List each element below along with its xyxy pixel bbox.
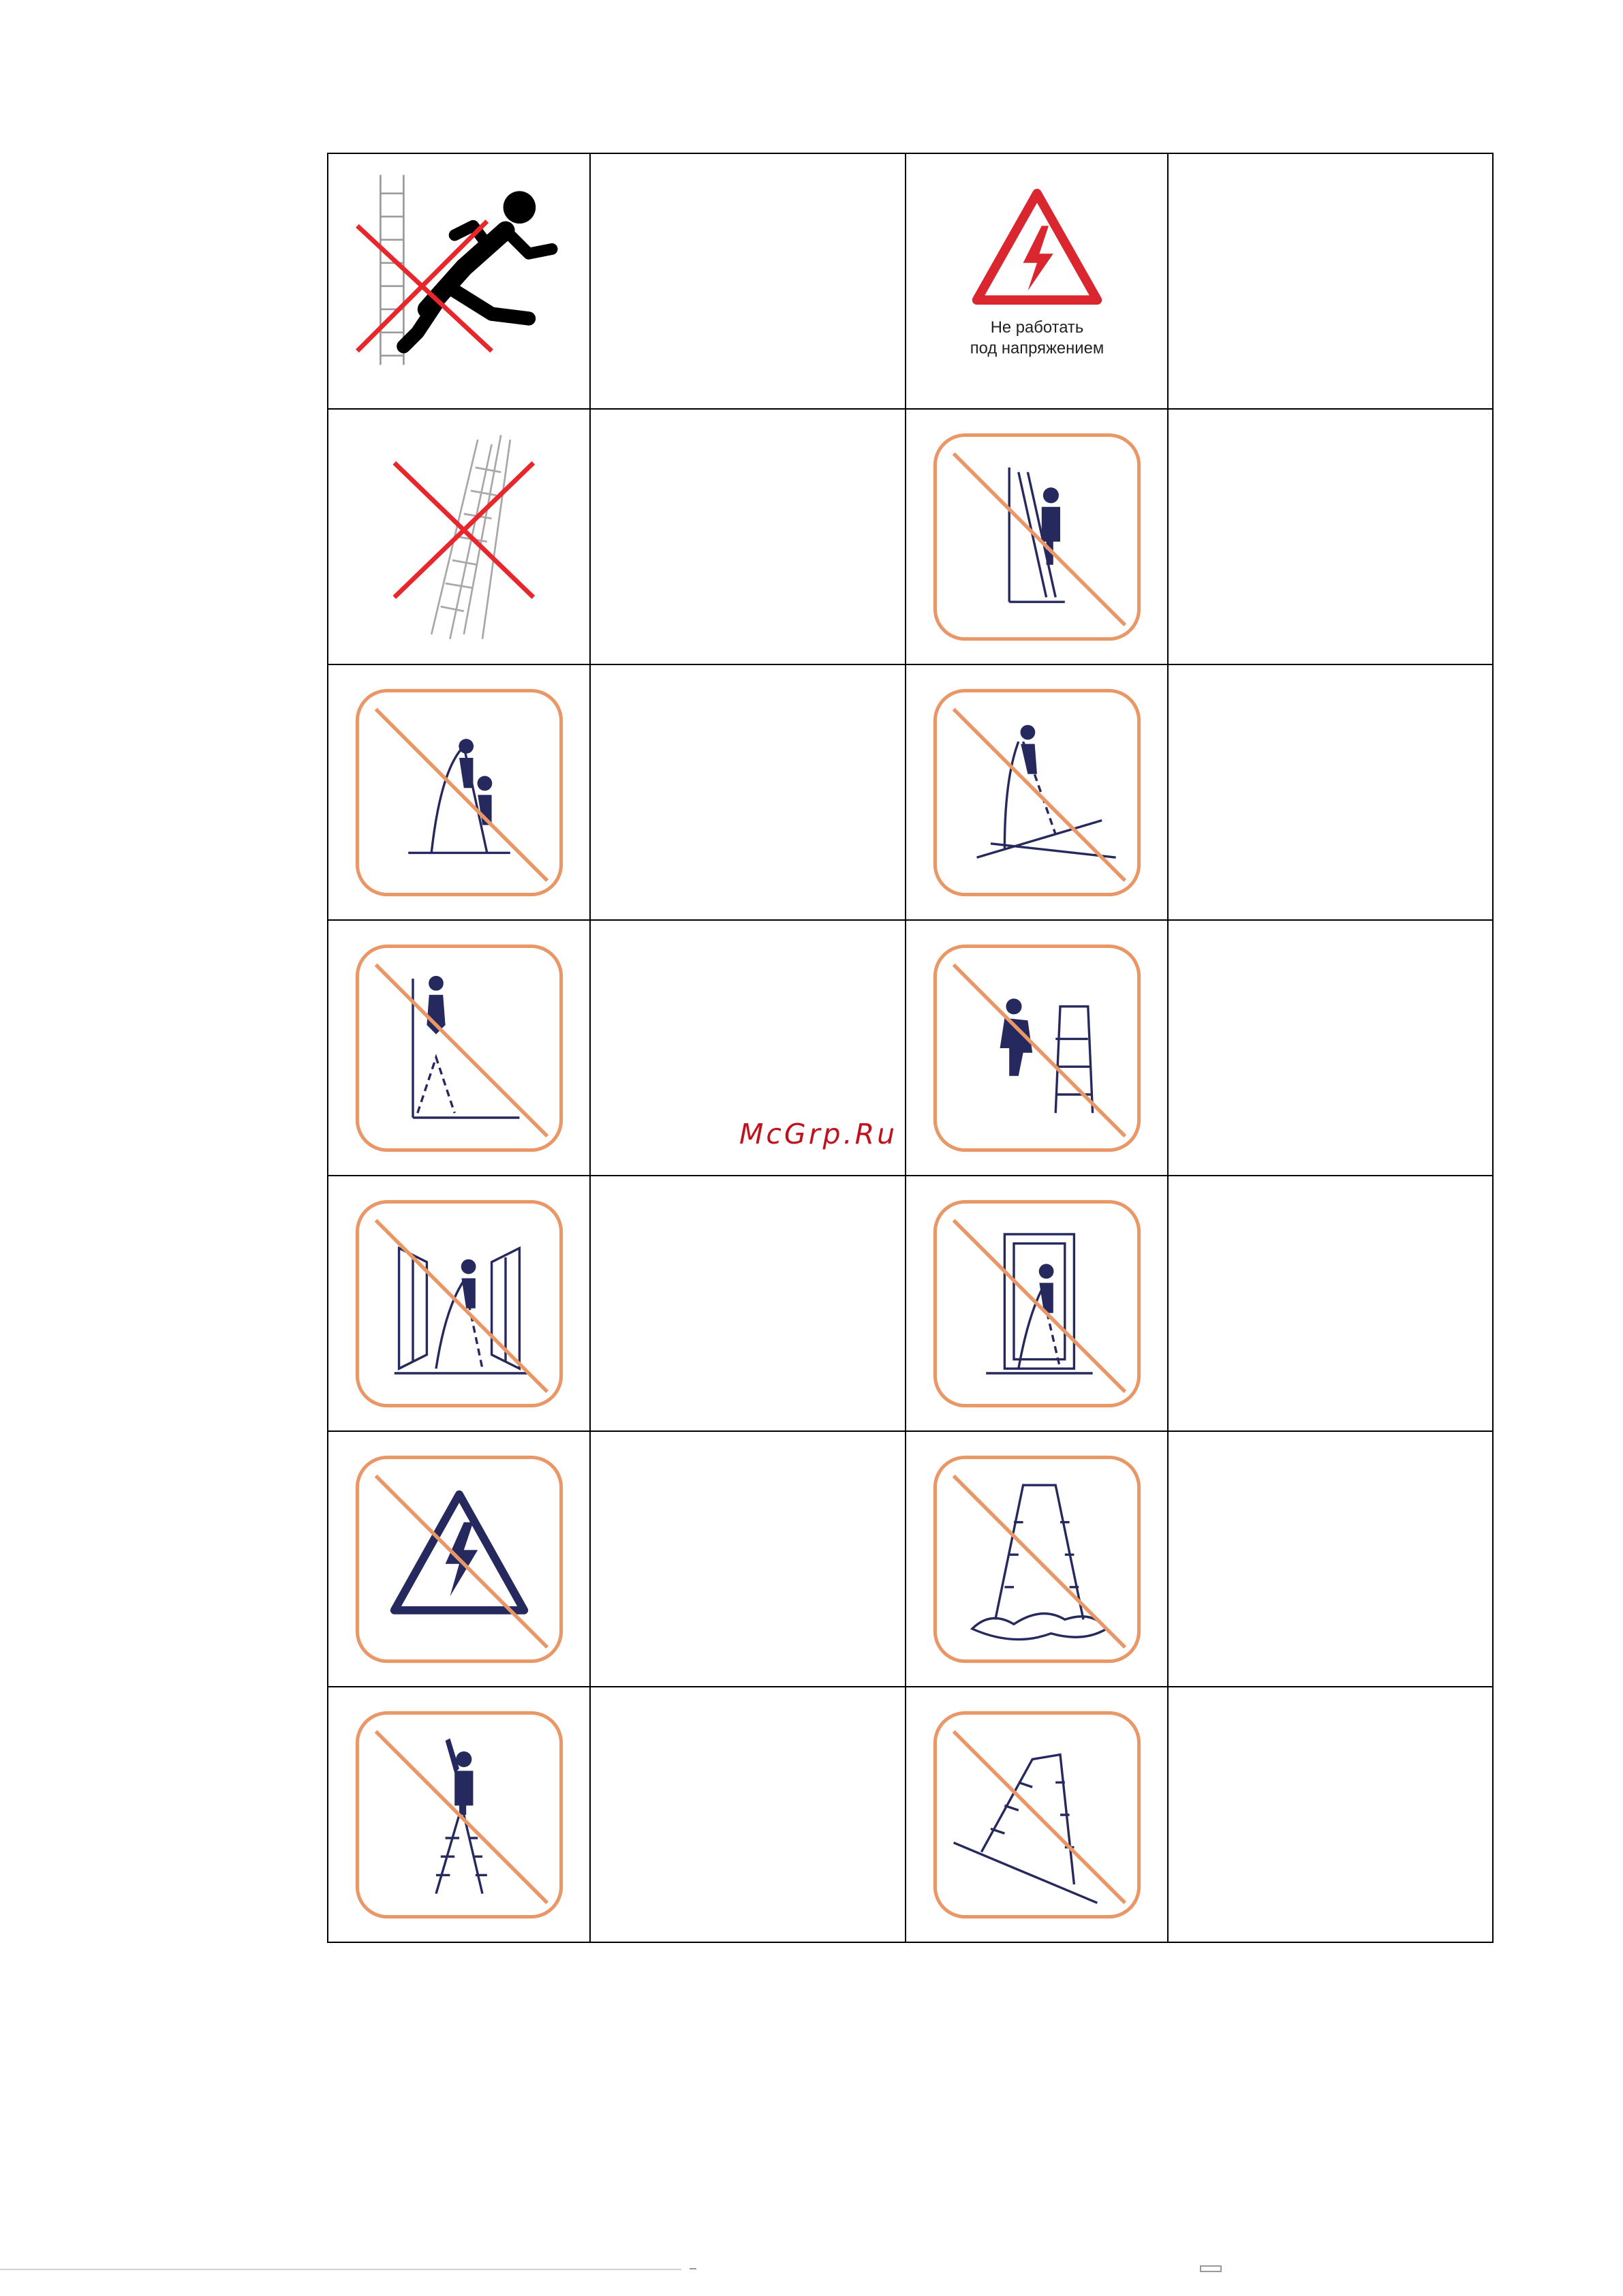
description-cell <box>1168 409 1493 664</box>
description-cell <box>1168 1687 1493 1942</box>
footer-mark <box>688 2264 715 2274</box>
watermark-text: McGrp.Ru <box>739 1118 898 1150</box>
table-row <box>328 409 1493 664</box>
description-cell <box>590 1687 906 1942</box>
pictogram-cell <box>328 664 590 920</box>
description-cell <box>1168 153 1493 409</box>
description-cell <box>1168 920 1493 1176</box>
no-standing-on-top-icon <box>343 1699 575 1931</box>
table-row <box>328 1687 1493 1942</box>
table-row <box>328 1176 1493 1431</box>
no-pushing-ladder-icon <box>343 166 575 397</box>
pictogram-cell <box>906 409 1168 664</box>
no-ladder-in-door-opening-icon <box>921 1188 1153 1420</box>
description-cell <box>590 153 906 409</box>
table-row <box>328 153 1493 409</box>
description-cell <box>1168 1176 1493 1431</box>
no-ladder-on-slope-icon <box>921 1699 1153 1931</box>
safety-pictogram-table <box>327 153 1494 1943</box>
high-voltage-warning-icon <box>921 166 1153 397</box>
no-extension-ladder-icon <box>343 421 575 653</box>
no-uneven-ground-icon <box>921 677 1153 908</box>
warning-caption-line2: под напряжением <box>970 338 1104 357</box>
no-ladder-on-wet-floor-icon <box>921 1443 1153 1675</box>
pictogram-cell <box>328 1687 590 1942</box>
table-row <box>328 1431 1493 1687</box>
no-ladder-at-open-window-icon <box>343 1188 575 1420</box>
description-cell <box>590 664 906 920</box>
description-cell <box>590 1431 906 1687</box>
description-cell <box>1168 664 1493 920</box>
pictogram-cell <box>906 1431 1168 1687</box>
description-cell <box>590 409 906 664</box>
description-cell <box>590 1176 906 1431</box>
no-ladder-against-wall-icon <box>921 421 1153 653</box>
footer-mark <box>1199 2264 1226 2274</box>
pictogram-cell <box>328 409 590 664</box>
description-cell <box>1168 1431 1493 1687</box>
no-electrical-hazard-icon <box>343 1443 575 1675</box>
pictogram-cell <box>906 1176 1168 1431</box>
table-row <box>328 920 1493 1176</box>
pictogram-cell <box>328 1176 590 1431</box>
no-two-people-on-ladder-icon <box>343 677 575 908</box>
footer-divider <box>0 2269 681 2270</box>
no-climbing-from-ladder-icon <box>343 932 575 1164</box>
pictogram-cell <box>328 153 590 409</box>
no-side-mounting-icon <box>921 932 1153 1164</box>
pictogram-cell <box>906 153 1168 409</box>
pictogram-cell <box>906 1687 1168 1942</box>
pictogram-cell <box>906 664 1168 920</box>
pictogram-cell <box>328 1431 590 1687</box>
table-row <box>328 664 1493 920</box>
pictogram-cell <box>328 920 590 1176</box>
pictogram-cell <box>906 920 1168 1176</box>
warning-caption-line1: Не работать <box>990 318 1083 337</box>
